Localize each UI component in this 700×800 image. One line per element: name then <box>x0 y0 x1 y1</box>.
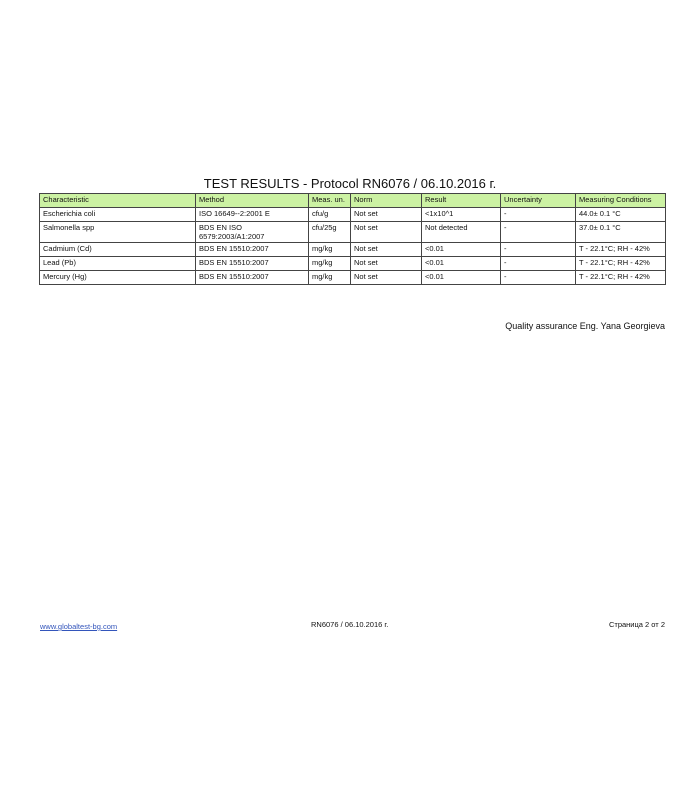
cell-meas-unit: mg/kg <box>309 271 351 285</box>
cell-uncertainty: - <box>501 243 576 257</box>
footer-website-link[interactable]: www.globaltest-bg.com <box>40 622 118 631</box>
cell-meas-unit: mg/kg <box>309 257 351 271</box>
cell-result: Not detected <box>422 222 501 243</box>
cell-norm: Not set <box>351 222 422 243</box>
cell-uncertainty: - <box>501 271 576 285</box>
cell-method: BDS EN 15510:2007 <box>196 243 309 257</box>
cell-norm: Not set <box>351 271 422 285</box>
header-uncertainty: Uncertainty <box>501 194 576 208</box>
cell-result: <0.01 <box>422 271 501 285</box>
cell-characteristic: Lead (Pb) <box>40 257 196 271</box>
table-row <box>40 208 666 222</box>
table-row <box>40 222 666 243</box>
cell-result: <0.01 <box>422 243 501 257</box>
cell-result: <0.01 <box>422 257 501 271</box>
table-row <box>40 243 666 257</box>
cell-method: BDS EN 15510:2007 <box>196 271 309 285</box>
footer-protocol: RN6076 / 06.10.2016 г. <box>311 620 389 629</box>
cell-uncertainty: - <box>501 208 576 222</box>
table-header-row <box>40 194 666 208</box>
header-measuring-conditions: Measuring Conditions <box>576 194 666 208</box>
header-meas-unit: Meas. un. <box>309 194 351 208</box>
cell-method: BDS EN ISO 6579:2003/A1:2007 <box>196 222 309 243</box>
cell-measuring-conditions: T - 22.1°C; RH - 42% <box>576 257 666 271</box>
cell-measuring-conditions: 37.0± 0.1 °C <box>576 222 666 243</box>
cell-characteristic: Cadmium (Cd) <box>40 243 196 257</box>
table-row <box>40 257 666 271</box>
cell-characteristic: Salmonella spp <box>40 222 196 243</box>
header-method: Method <box>196 194 309 208</box>
cell-method: BDS EN 15510:2007 <box>196 257 309 271</box>
header-norm: Norm <box>351 194 422 208</box>
cell-measuring-conditions: T - 22.1°C; RH - 42% <box>576 243 666 257</box>
header-result: Result <box>422 194 501 208</box>
header-characteristic: Characteristic <box>40 194 196 208</box>
cell-result: <1x10^1 <box>422 208 501 222</box>
test-results-table <box>39 193 666 285</box>
cell-meas-unit: mg/kg <box>309 243 351 257</box>
quality-assurance-signature: Quality assurance Eng. Yana Georgieva <box>505 321 665 331</box>
cell-measuring-conditions: T - 22.1°C; RH - 42% <box>576 271 666 285</box>
cell-meas-unit: cfu/g <box>309 208 351 222</box>
cell-uncertainty: - <box>501 222 576 243</box>
cell-norm: Not set <box>351 208 422 222</box>
footer-page-number: Страница 2 от 2 <box>608 620 665 629</box>
cell-meas-unit: cfu/25g <box>309 222 351 243</box>
page-title: TEST RESULTS - Protocol RN6076 / 06.10.2016 г. <box>203 176 497 191</box>
cell-method: ISO 16649--2:2001 E <box>196 208 309 222</box>
cell-characteristic: Mercury (Hg) <box>40 271 196 285</box>
cell-uncertainty: - <box>501 257 576 271</box>
cell-norm: Not set <box>351 243 422 257</box>
table-row <box>40 271 666 285</box>
cell-characteristic: Escherichia coli <box>40 208 196 222</box>
cell-norm: Not set <box>351 257 422 271</box>
cell-measuring-conditions: 44.0± 0.1 °C <box>576 208 666 222</box>
